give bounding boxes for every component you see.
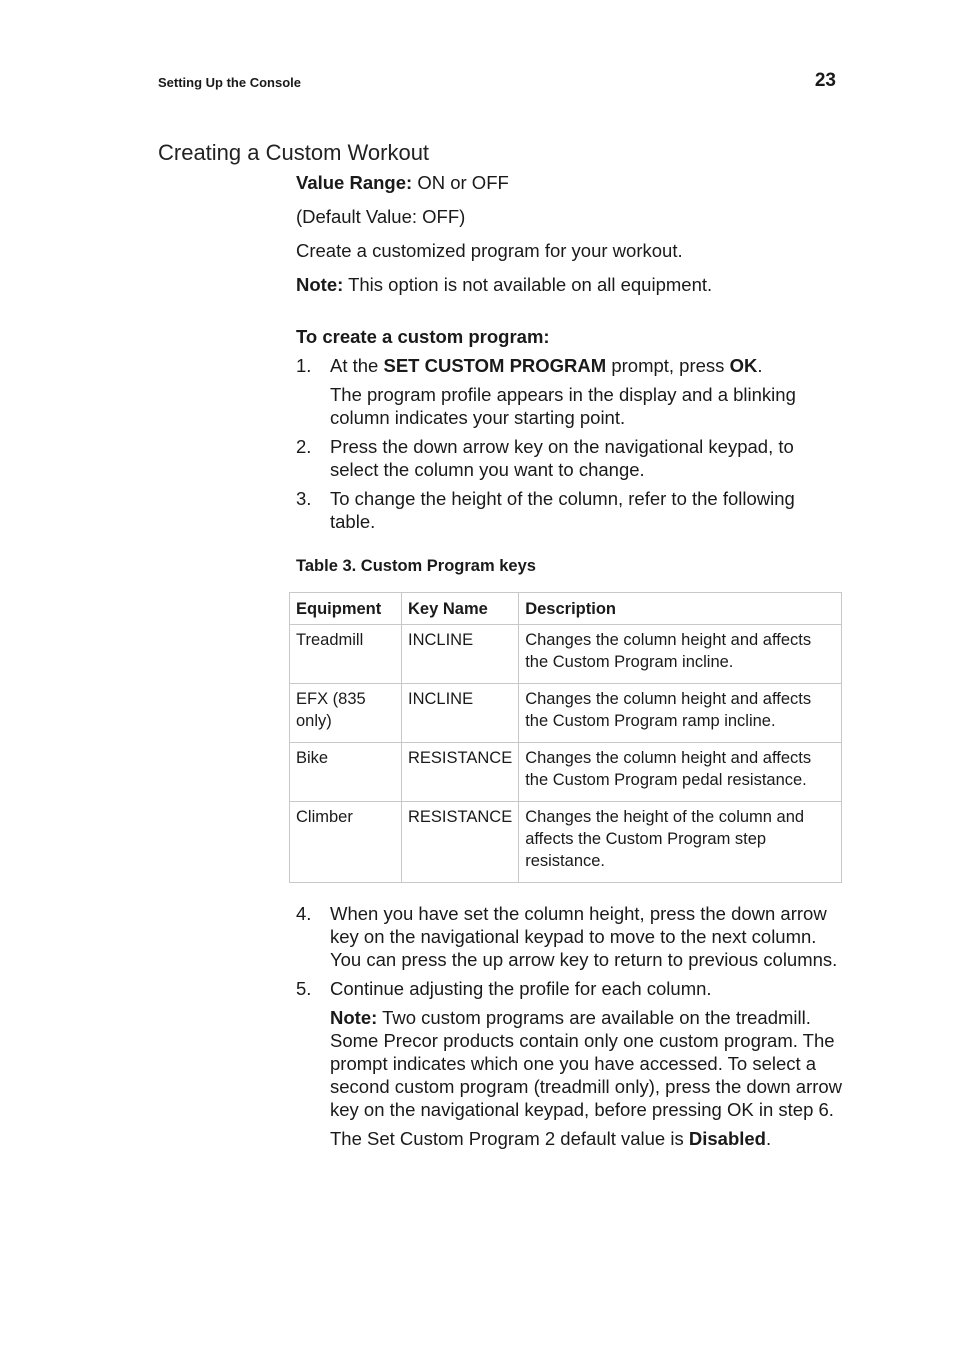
step-text-part: prompt, press <box>606 355 730 376</box>
table-cell: INCLINE <box>402 625 519 684</box>
step-text <box>330 354 844 377</box>
column-header: Equipment <box>290 593 402 625</box>
section-title: Creating a Custom Workout <box>158 140 430 165</box>
step-number: 5. <box>296 978 312 999</box>
note-text: This option is not available on all equipment. <box>343 274 713 295</box>
step-text: Continue adjusting the profile for each column. <box>330 978 712 999</box>
step-number: 2. <box>296 436 312 457</box>
default-value-note <box>330 1127 844 1150</box>
table-header-row <box>290 593 842 625</box>
step-number: 3. <box>296 488 312 509</box>
step-5 <box>296 977 844 1150</box>
note-label: Note: <box>330 1007 378 1028</box>
table-cell: RESISTANCE <box>402 802 519 883</box>
content <box>296 171 844 1156</box>
table-cell: INCLINE <box>402 684 519 743</box>
value-range <box>296 171 844 194</box>
running-head: Setting Up the Console <box>158 75 301 90</box>
step-text-part: . <box>765 1128 772 1149</box>
table-cell: Changes the column height and affects the Custom Program incline. <box>519 625 842 684</box>
table-row <box>290 684 842 743</box>
intro-note <box>296 273 844 296</box>
key-name: OK <box>729 355 758 376</box>
step-4 <box>296 902 844 971</box>
step-text-part: The Set Custom Program 2 default value is <box>330 1128 689 1149</box>
step-number: 1. <box>296 355 312 376</box>
table-row <box>290 802 842 883</box>
step-1 <box>296 354 844 429</box>
step-text: To change the height of the column, refer to the following table. <box>330 488 795 532</box>
table-cell: RESISTANCE <box>402 743 519 802</box>
step-result: The program profile appears in the display and a blinking column indicates your starting point. <box>330 384 796 428</box>
step-text-part: At the <box>330 355 384 376</box>
value-range-text: ON or OFF <box>412 172 509 193</box>
procedure-heading: To create a custom program: <box>296 326 550 347</box>
step-2 <box>296 435 844 481</box>
prompt-name: SET CUSTOM PROGRAM <box>383 355 607 376</box>
custom-program-keys-table <box>289 592 842 883</box>
default-value: (Default Value: OFF) <box>296 206 466 227</box>
default-value-bold: Disabled <box>688 1128 766 1149</box>
table-cell: EFX (835 only) <box>290 684 402 743</box>
value-range-label: Value Range: <box>296 172 413 193</box>
column-header: Description <box>519 593 842 625</box>
step-3 <box>296 487 844 533</box>
note-text: Two custom programs are available on the treadmill. Some Precor products contain only one custom program. The prompt indicates which one you have accessed. To select a second custom program (treadmill only), press the down arrow key on the navigational keypad, before pressing OK in step 6. <box>330 1007 843 1120</box>
steps-continued <box>296 902 844 1150</box>
column-header: Key Name <box>402 593 519 625</box>
table-cell: Treadmill <box>290 625 402 684</box>
step-number: 4. <box>296 903 312 924</box>
table-cell: Bike <box>290 743 402 802</box>
step-text-part: . <box>757 355 763 376</box>
table-cell: Climber <box>290 802 402 883</box>
step-text: Press the down arrow key on the navigational keypad, to select the column you want to change. <box>330 436 794 480</box>
table-cell: Changes the column height and affects the Custom Program ramp incline. <box>519 684 842 743</box>
table-cell: Changes the column height and affects the Custom Program pedal resistance. <box>519 743 842 802</box>
table-cell: Changes the height of the column and affects the Custom Program step resistance. <box>519 802 842 883</box>
intro-description: Create a customized program for your workout. <box>296 240 683 261</box>
step-text: When you have set the column height, press the down arrow key on the navigational keypad to move to the next column. You can press the up arrow key to return to previous columns. <box>330 903 838 970</box>
step-note <box>330 1006 844 1121</box>
table-row <box>290 625 842 684</box>
note-label: Note: <box>296 274 344 295</box>
table-row <box>290 743 842 802</box>
table-caption: Table 3. Custom Program keys <box>296 557 536 575</box>
page-number: 23 <box>814 70 836 91</box>
